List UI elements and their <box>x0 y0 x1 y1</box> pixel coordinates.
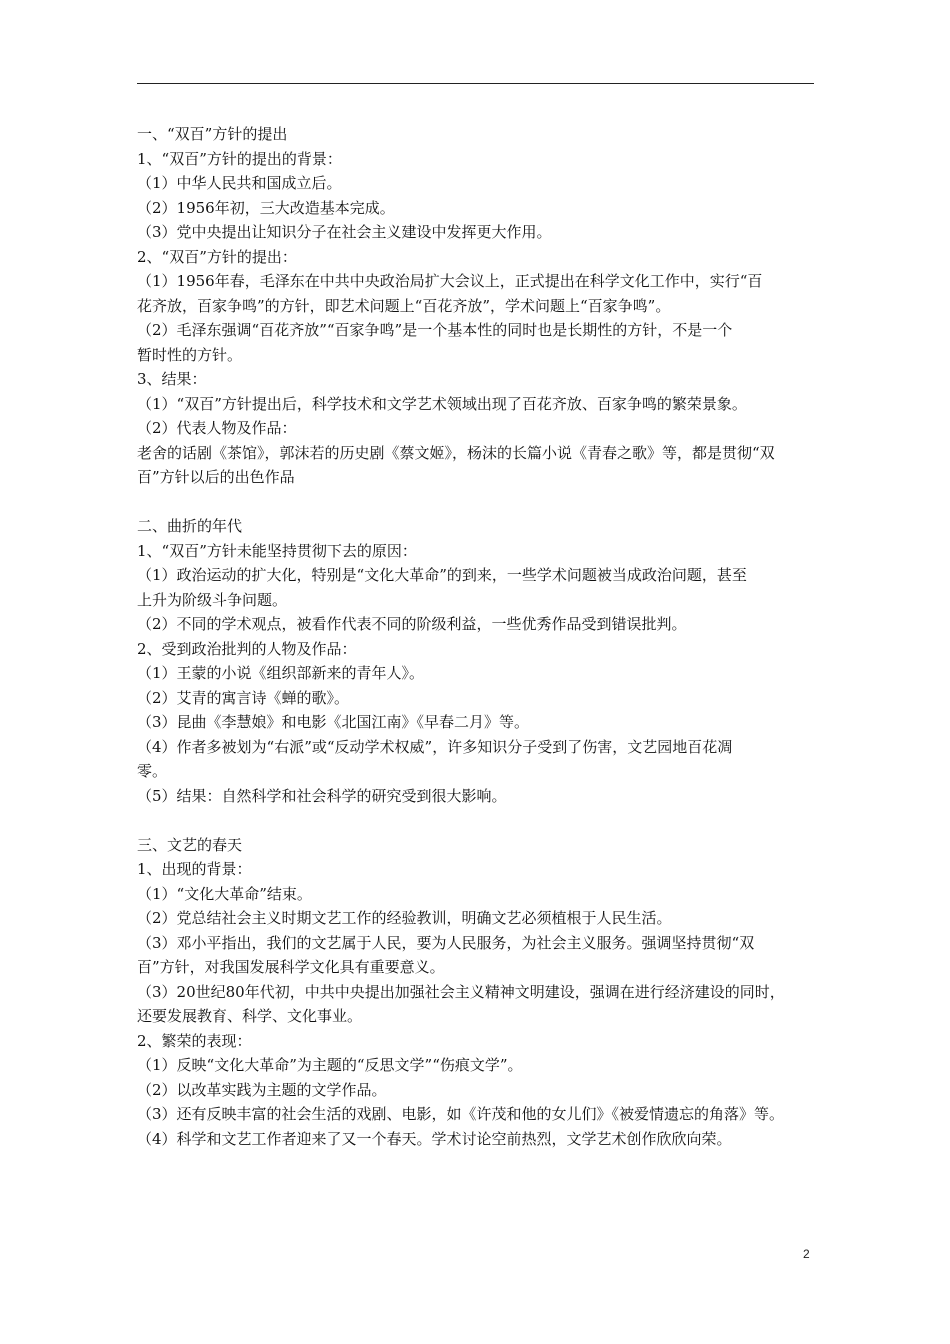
document-body <box>137 122 817 1151</box>
section-tortuous-years <box>137 514 817 808</box>
paragraph-line: （1）政治运动的扩大化，特别是“文化大革命”的到来，一些学术问题被当成政治问题，甚至 <box>137 566 747 584</box>
paragraph-line: （2）代表人物及作品： <box>137 419 297 437</box>
paragraph-line: （5）结果：自然科学和社会科学的研究受到很大影响。 <box>137 786 507 805</box>
subheading: 1、出现的背景： <box>137 860 252 878</box>
paragraph-line: 老舍的话剧《茶馆》，郭沫若的历史剧《蔡文姬》，杨沫的长篇小说《青春之歌》等，都是贯彻“双 <box>137 443 775 462</box>
section-spacer <box>137 490 817 515</box>
subheading: 1、“双百”方针的提出的背景： <box>137 149 342 168</box>
subheading: 2、受到政治批判的人物及作品： <box>137 639 357 658</box>
subheading: 3、结果： <box>137 370 207 388</box>
paragraph-line: （3）昆曲《李慧娘》和电影《北国江南》《早春二月》等。 <box>137 713 530 731</box>
paragraph-line: 零。 <box>137 762 168 780</box>
paragraph-line: （2）党总结社会主义时期文艺工作的经验教训，明确文艺必须植根于人民生活。 <box>137 909 672 927</box>
paragraph-line: （1）“双百”方针提出后，科学技术和文学艺术领域出现了百花齐放、百家争鸣的繁荣景象。 <box>137 394 747 413</box>
paragraph-line: （2）1956年初，三大改造基本完成。 <box>137 198 395 217</box>
paragraph-line: （1）王蒙的小说《组织部新来的青年人》。 <box>137 664 425 682</box>
paragraph-line: 还要发展教育、科学、文化事业。 <box>137 1007 363 1025</box>
paragraph-line: 暂时性的方针。 <box>137 345 243 364</box>
section-heading: 二、曲折的年代 <box>137 517 243 535</box>
paragraph-line: （3）党中央提出让知识分子在社会主义建设中发挥更大作用。 <box>137 223 552 241</box>
header-rule <box>137 83 814 84</box>
paragraph-line: 花齐放，百家争鸣”的方针，即艺术问题上“百花齐放”，学术问题上“百家争鸣”。 <box>137 296 671 315</box>
paragraph-line: （4）作者多被划为“右派”或“反动学术权威”，许多知识分子受到了伤害，文艺园地百花凋 <box>137 737 733 756</box>
paragraph-line: 百”方针以后的出色作品 <box>137 468 295 486</box>
section-double-hundred-proposal <box>137 122 817 490</box>
paragraph-line: （2）毛泽东强调“百花齐放”“百家争鸣”是一个基本性的同时也是长期性的方针，不是一个 <box>137 321 733 339</box>
paragraph-line: （1）反映“文化大革命”为主题的“反思文学”“伤痕文学”。 <box>137 1056 523 1074</box>
subheading: 2、繁荣的表现： <box>137 1031 252 1050</box>
subheading: 1、“双百”方针未能坚持贯彻下去的原因： <box>137 541 417 560</box>
paragraph-line: （3）还有反映丰富的社会生活的戏剧、电影，如《许茂和他的女儿们》《被爱情遗忘的角落》等。 <box>137 1105 785 1123</box>
page-number: 2 <box>803 1247 810 1261</box>
paragraph-line: 上升为阶级斗争问题。 <box>137 590 288 609</box>
subheading: 2、“双百”方针的提出： <box>137 247 297 266</box>
paragraph-line: （2）不同的学术观点，被看作代表不同的阶级利益，一些优秀作品受到错误批判。 <box>137 615 687 633</box>
paragraph-line: （1）中华人民共和国成立后。 <box>137 174 342 192</box>
paragraph-line: （2）以改革实践为主题的文学作品。 <box>137 1080 387 1099</box>
section-spring-of-arts <box>137 833 817 1152</box>
paragraph-line: （1）“文化大革命”结束。 <box>137 884 312 903</box>
paragraph-line: （3）邓小平指出，我们的文艺属于人民，要为人民服务，为社会主义服务。强调坚持贯彻“双 <box>137 933 755 952</box>
section-heading: 一、“双百”方针的提出 <box>137 125 288 143</box>
paragraph-line: （2）艾青的寓言诗《蝉的歌》。 <box>137 688 350 707</box>
paragraph-line: （3）20世纪80年代初，中共中央提出加强社会主义精神文明建设，强调在进行经济建设的同时， <box>137 982 785 1001</box>
section-spacer <box>137 808 817 833</box>
paragraph-line: （4）科学和文艺工作者迎来了又一个春天。学术讨论空前热烈，文学艺术创作欣欣向荣。 <box>137 1129 732 1148</box>
paragraph-line: （1）1956年春，毛泽东在中共中央政治局扩大会议上，正式提出在科学文化工作中，实行“百 <box>137 272 763 290</box>
section-heading: 三、文艺的春天 <box>137 835 243 854</box>
paragraph-line: 百”方针，对我国发展科学文化具有重要意义。 <box>137 958 445 976</box>
